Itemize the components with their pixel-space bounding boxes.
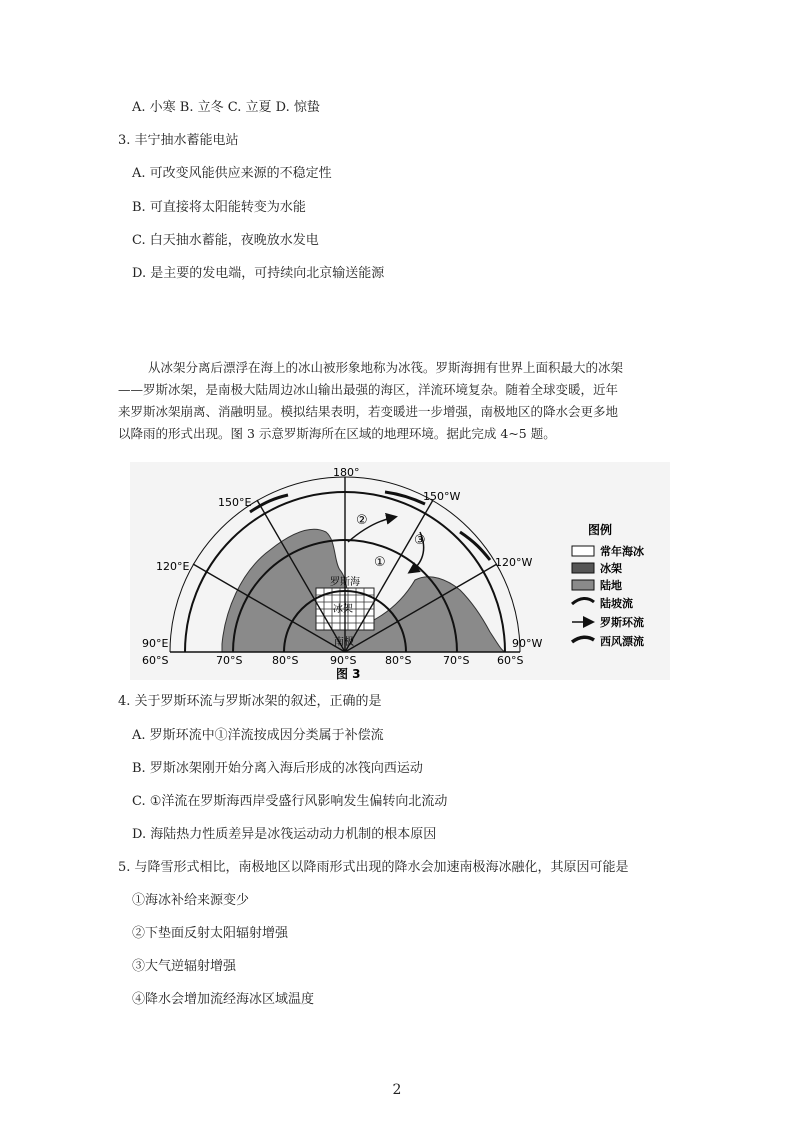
- q5-stem: 5. 与降雪形式相比，南极地区以降雨形式出现的降水会加速南极海冰融化，其原因可能是: [118, 860, 629, 875]
- ice-shelf-label: 冰架: [333, 604, 353, 615]
- legend-item: 陆地: [600, 579, 622, 592]
- figure-caption: 图 3: [336, 667, 361, 680]
- q3-option-a: A. 可改变风能供应来源的不稳定性: [132, 166, 332, 181]
- current-1-label: ①: [374, 555, 386, 570]
- q5-item-3: ③大气逆辐射增强: [132, 959, 237, 974]
- lat-label: 60°S: [497, 654, 524, 667]
- q5-item-4: ④降水会增加流经海冰区域温度: [132, 992, 315, 1007]
- lat-label: 60°S: [142, 654, 169, 667]
- figure-3-ross-sea-map: [130, 462, 670, 680]
- lon-180-label: 180°: [333, 466, 360, 479]
- legend-title: 图例: [588, 523, 613, 537]
- q5-item-1: ①海冰补给来源变少: [132, 893, 250, 908]
- lat-label: 80°S: [272, 654, 299, 667]
- current-2-label: ②: [356, 513, 368, 528]
- legend-item: 常年海冰: [600, 545, 644, 558]
- q5-item-2: ②下垫面反射太阳辐射增强: [132, 926, 289, 941]
- page-number: 2: [392, 1082, 402, 1098]
- current-3-label: ③: [414, 533, 426, 548]
- lat-label: 70°S: [216, 654, 243, 667]
- legend-item: 冰架: [600, 562, 622, 575]
- lon-90e-label: 90°E: [142, 637, 169, 650]
- ross-sea-label: 罗斯海: [330, 577, 360, 588]
- passage-line: ——罗斯冰架，是南极大陆周边冰山输出最强的海区，洋流环境复杂。随着全球变暖，近年: [118, 382, 619, 397]
- legend-item: 陆坡流: [600, 597, 633, 610]
- q2-options: A. 小寒 B. 立冬 C. 立夏 D. 惊蛰: [132, 100, 320, 115]
- q3-option-b: B. 可直接将太阳能转变为水能: [132, 200, 306, 215]
- passage-line: 从冰架分离后漂浮在海上的冰山被形象地称为冰筏。罗斯海拥有世界上面积最大的冰架: [148, 360, 624, 375]
- lon-150e-label: 150°E: [218, 496, 252, 509]
- q3-option-d: D. 是主要的发电端，可持续向北京输送能源: [132, 266, 385, 281]
- q4-option-d: D. 海陆热力性质差异是冰筏运动动力机制的根本原因: [132, 827, 437, 842]
- lat-label: 70°S: [443, 654, 470, 667]
- lat-label: 90°S: [330, 654, 357, 667]
- q3-option-c: C. 白天抽水蓄能，夜晚放水发电: [132, 233, 319, 248]
- q3-stem: 3. 丰宁抽水蓄能电站: [118, 133, 239, 148]
- q4-option-b: B. 罗斯冰架刚开始分离入海后形成的冰筏向西运动: [132, 761, 423, 776]
- legend-item: 西风漂流: [600, 635, 644, 648]
- lon-90w-label: 90°W: [512, 637, 543, 650]
- passage-line: 以降雨的形式出现。图 3 示意罗斯海所在区域的地理环境。据此完成 4~5 题。: [118, 426, 556, 441]
- lon-150w-label: 150°W: [423, 490, 461, 503]
- lon-120w-label: 120°W: [495, 556, 533, 569]
- q4-stem: 4. 关于罗斯环流与罗斯冰架的叙述，正确的是: [118, 694, 382, 709]
- q4-option-c: C. ①洋流在罗斯海西岸受盛行风影响发生偏转向北流动: [132, 794, 448, 809]
- lat-label: 80°S: [385, 654, 412, 667]
- passage-line: 来罗斯冰架崩离、消融明显。模拟结果表明，若变暖进一步增强，南极地区的降水会更多地: [118, 404, 619, 419]
- q4-option-a: A. 罗斯环流中①洋流按成因分类属于补偿流: [132, 728, 384, 743]
- pole-label: 南极: [334, 637, 354, 648]
- passage: [118, 357, 658, 445]
- legend-item: 罗斯环流: [600, 616, 644, 629]
- lon-120e-label: 120°E: [156, 560, 190, 573]
